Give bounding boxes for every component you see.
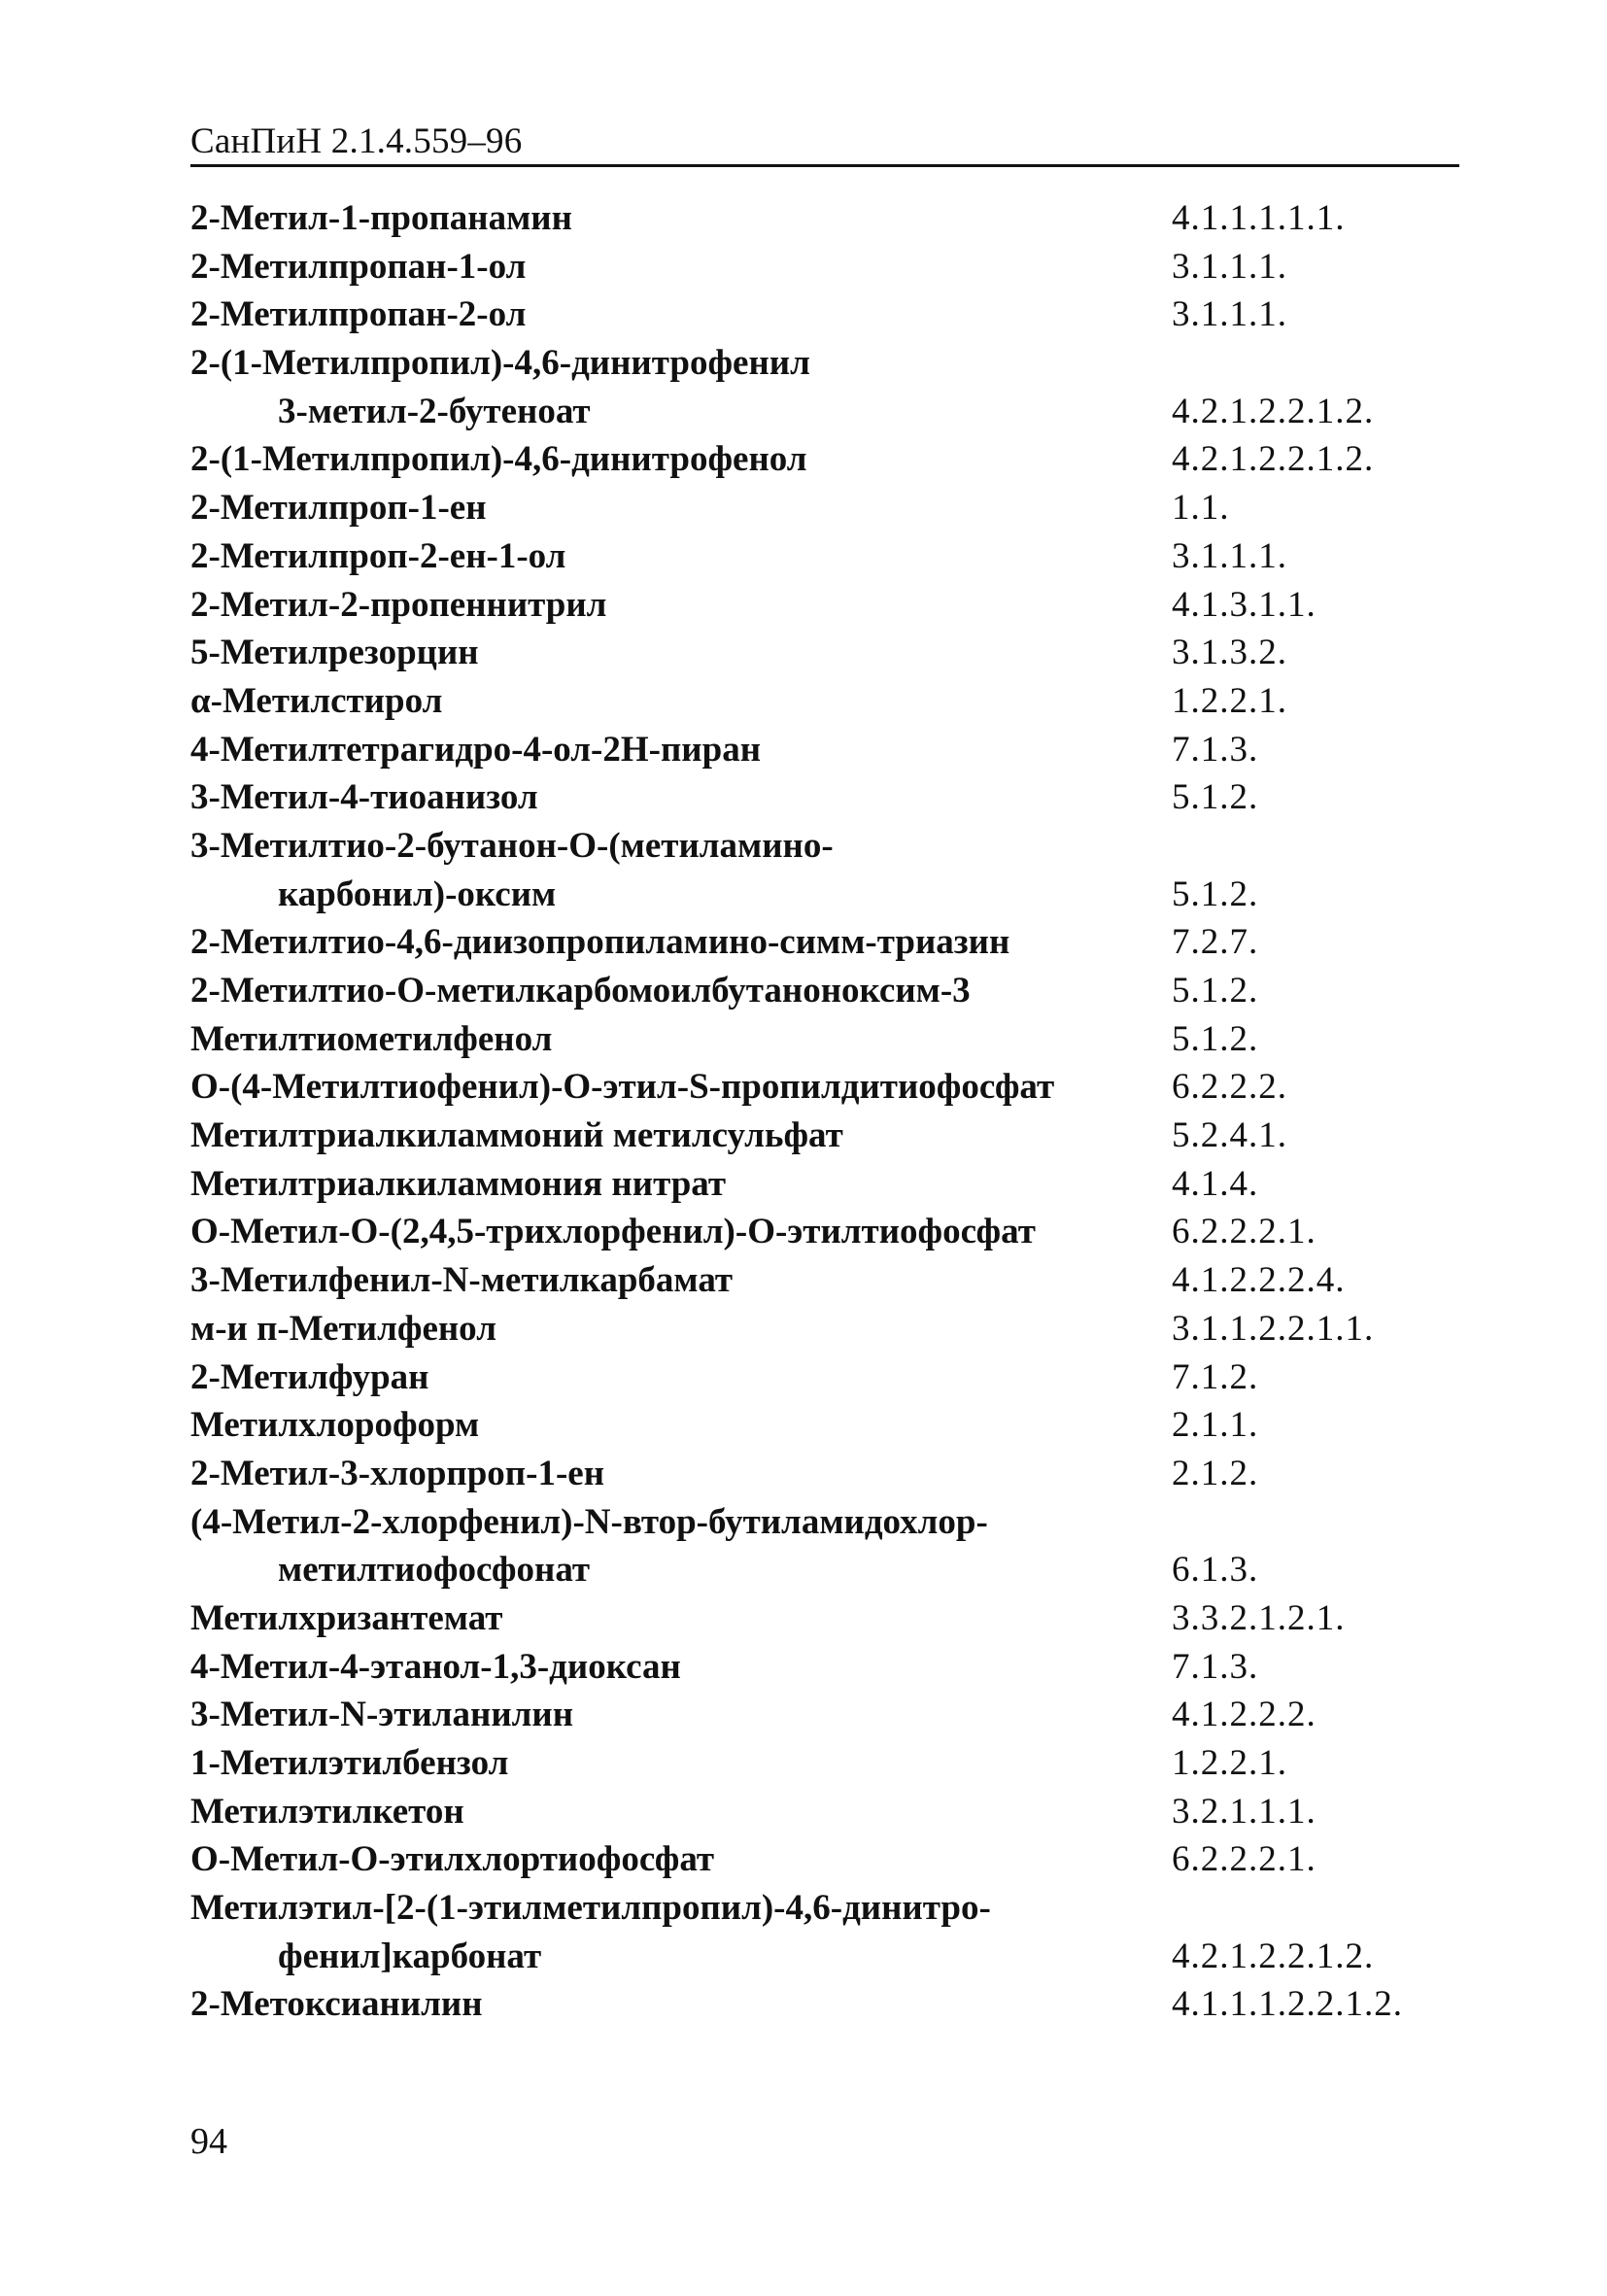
compound-name: 2-Метилпропан-1-ол (190, 246, 527, 287)
section-code: 4.1.3.1.1. (1172, 584, 1316, 625)
section-code: 7.1.3. (1172, 729, 1259, 770)
index-entry (190, 532, 1473, 581)
index-entry (190, 1594, 1473, 1643)
compound-name: α-Метилстирол (190, 680, 443, 721)
index-entry (190, 629, 1473, 677)
index-entry (190, 1112, 1473, 1160)
compound-name: 5-Метилрезорцин (190, 633, 479, 673)
section-code: 3.1.3.2. (1172, 633, 1287, 673)
section-code: 3.3.2.1.2.1. (1172, 1597, 1346, 1638)
section-code: 4.2.1.2.2.1.2. (1172, 391, 1375, 431)
compound-name: 2-Метилфуран (190, 1356, 429, 1397)
compound-name: Метилхризантемат (190, 1597, 503, 1638)
index-entry (190, 1546, 1473, 1594)
index-entry (190, 194, 1473, 243)
section-code: 7.1.3. (1172, 1646, 1259, 1687)
compound-name: 2-Метилпропан-2-ол (190, 294, 527, 335)
index-entry (190, 822, 1473, 871)
index-entry (190, 1739, 1473, 1788)
section-code: 4.1.2.2.2.4. (1172, 1260, 1346, 1301)
index-entry (190, 1498, 1473, 1547)
index-entry (190, 1063, 1473, 1112)
section-code: 5.1.2. (1172, 1018, 1259, 1059)
index-entry (190, 435, 1473, 484)
compound-name: карбонил)-оксим (278, 874, 557, 914)
index-entry (190, 773, 1473, 822)
index-entry (190, 1835, 1473, 1884)
index-entry (190, 484, 1473, 532)
compound-name: Метилэтил-[2-(1-этилметилпропил)-4,6-динитро- (190, 1888, 991, 1929)
section-code: 1.2.2.1. (1172, 1743, 1287, 1783)
compound-name: 2-Метил-3-хлорпроп-1-ен (190, 1453, 605, 1493)
compound-name: 4-Метилтетрагидро-4-ол-2Н-пиран (190, 729, 762, 770)
index-entry (190, 291, 1473, 339)
index-entry (190, 726, 1473, 774)
index-entry (190, 1208, 1473, 1256)
index-entry (190, 967, 1473, 1015)
section-code: 3.1.1.1. (1172, 294, 1287, 335)
section-code: 3.1.1.1. (1172, 535, 1287, 576)
index-entry (190, 1401, 1473, 1450)
compound-name: 2-Метилтио-4,6-диизопропиламино-симм-триазин (190, 922, 1010, 963)
index-entry (190, 1015, 1473, 1064)
index-entry (190, 339, 1473, 388)
index-entry (190, 1160, 1473, 1209)
section-code: 1.1. (1172, 488, 1230, 529)
index-entry (190, 1354, 1473, 1402)
section-code: 4.1.2.2.2. (1172, 1695, 1316, 1735)
section-code: 2.1.1. (1172, 1405, 1259, 1446)
compound-name: Метилэтилкетон (190, 1791, 464, 1832)
index-entry (190, 871, 1473, 919)
index-entry (190, 1256, 1473, 1305)
section-code: 3.2.1.1.1. (1172, 1791, 1316, 1832)
section-code: 6.2.2.2.1. (1172, 1839, 1316, 1880)
compound-name: Метилтриалкиламмоний метилсульфат (190, 1115, 843, 1156)
index-entry (190, 1691, 1473, 1739)
compound-name: (4-Метил-2-хлорфенил)-N-втор-бутиламидохлор- (190, 1501, 988, 1542)
section-code: 7.2.7. (1172, 922, 1259, 963)
section-code: 1.2.2.1. (1172, 680, 1287, 721)
section-code: 4.1.1.1.2.2.1.2. (1172, 1984, 1403, 2025)
compound-name: 3-метил-2-бутеноат (278, 391, 591, 431)
compound-name: фенил]карбонат (278, 1936, 542, 1976)
index-entry (190, 388, 1473, 436)
index-entry (190, 1305, 1473, 1354)
index-entry (190, 918, 1473, 967)
compound-name: О-(4-Метилтиофенил)-О-этил-S-пропилдитиофосфат (190, 1067, 1055, 1108)
compound-name: метилтиофосфонат (278, 1550, 591, 1591)
section-code: 4.2.1.2.2.1.2. (1172, 439, 1375, 480)
section-code: 4.1.4. (1172, 1163, 1259, 1204)
section-code: 3.1.1.2.2.1.1. (1172, 1308, 1375, 1349)
compound-name: 2-Метилтио-О-метилкарбомоилбутаноноксим-3 (190, 971, 971, 1011)
section-code: 6.2.2.2. (1172, 1067, 1287, 1108)
page-header (190, 120, 1459, 167)
compound-name: м-и п-Метилфенол (190, 1308, 496, 1349)
compound-name: О-Метил-О-этилхлортиофосфат (190, 1839, 715, 1880)
section-code: 5.2.4.1. (1172, 1115, 1287, 1156)
document-title: СанПиН 2.1.4.559–96 (190, 121, 523, 161)
index-entry (190, 1980, 1473, 2029)
compound-name: Метилтриалкиламмония нитрат (190, 1163, 726, 1204)
index-entry (190, 1643, 1473, 1692)
index-entry (190, 243, 1473, 291)
section-code: 7.1.2. (1172, 1356, 1259, 1397)
index-entry (190, 1884, 1473, 1933)
section-code: 6.1.3. (1172, 1550, 1259, 1591)
index-entry (190, 1450, 1473, 1498)
section-code: 4.2.1.2.2.1.2. (1172, 1936, 1375, 1976)
section-code: 4.1.1.1.1.1. (1172, 198, 1346, 238)
compound-name: 4-Метил-4-этанол-1,3-диоксан (190, 1646, 681, 1687)
compound-name: 3-Метилфенил-N-метилкарбамат (190, 1260, 734, 1301)
section-code: 6.2.2.2.1. (1172, 1212, 1316, 1252)
compound-name: 2-Метилпроп-1-ен (190, 488, 487, 529)
compound-name: 1-Метилэтилбензол (190, 1743, 509, 1783)
page-number: 94 (190, 2121, 227, 2162)
compound-name: Метилтиометилфенол (190, 1018, 553, 1059)
section-code: 3.1.1.1. (1172, 246, 1287, 287)
index-entry (190, 581, 1473, 630)
section-code: 5.1.2. (1172, 777, 1259, 818)
section-code: 2.1.2. (1172, 1453, 1259, 1493)
section-code: 5.1.2. (1172, 874, 1259, 914)
section-code: 5.1.2. (1172, 971, 1259, 1011)
compound-name: Метилхлороформ (190, 1405, 480, 1446)
compound-name: 2-Метоксианилин (190, 1984, 483, 2025)
compound-name: 2-(1-Метилпропил)-4,6-динитрофенил (190, 343, 810, 384)
index-list (190, 194, 1473, 2029)
index-entry (190, 677, 1473, 726)
compound-name: 3-Метил-N-этиланилин (190, 1695, 574, 1735)
compound-name: 2-(1-Метилпропил)-4,6-динитрофенол (190, 439, 807, 480)
compound-name: 3-Метил-4-тиоанизол (190, 777, 538, 818)
compound-name: О-Метил-О-(2,4,5-трихлорфенил)-О-этилтиофосфат (190, 1212, 1036, 1252)
compound-name: 2-Метил-2-пропеннитрил (190, 584, 607, 625)
index-entry (190, 1933, 1473, 1981)
compound-name: 2-Метилпроп-2-ен-1-ол (190, 535, 566, 576)
compound-name: 2-Метил-1-пропанамин (190, 198, 572, 238)
index-entry (190, 1788, 1473, 1836)
compound-name: 3-Метилтио-2-бутанон-О-(метиламино- (190, 825, 834, 866)
